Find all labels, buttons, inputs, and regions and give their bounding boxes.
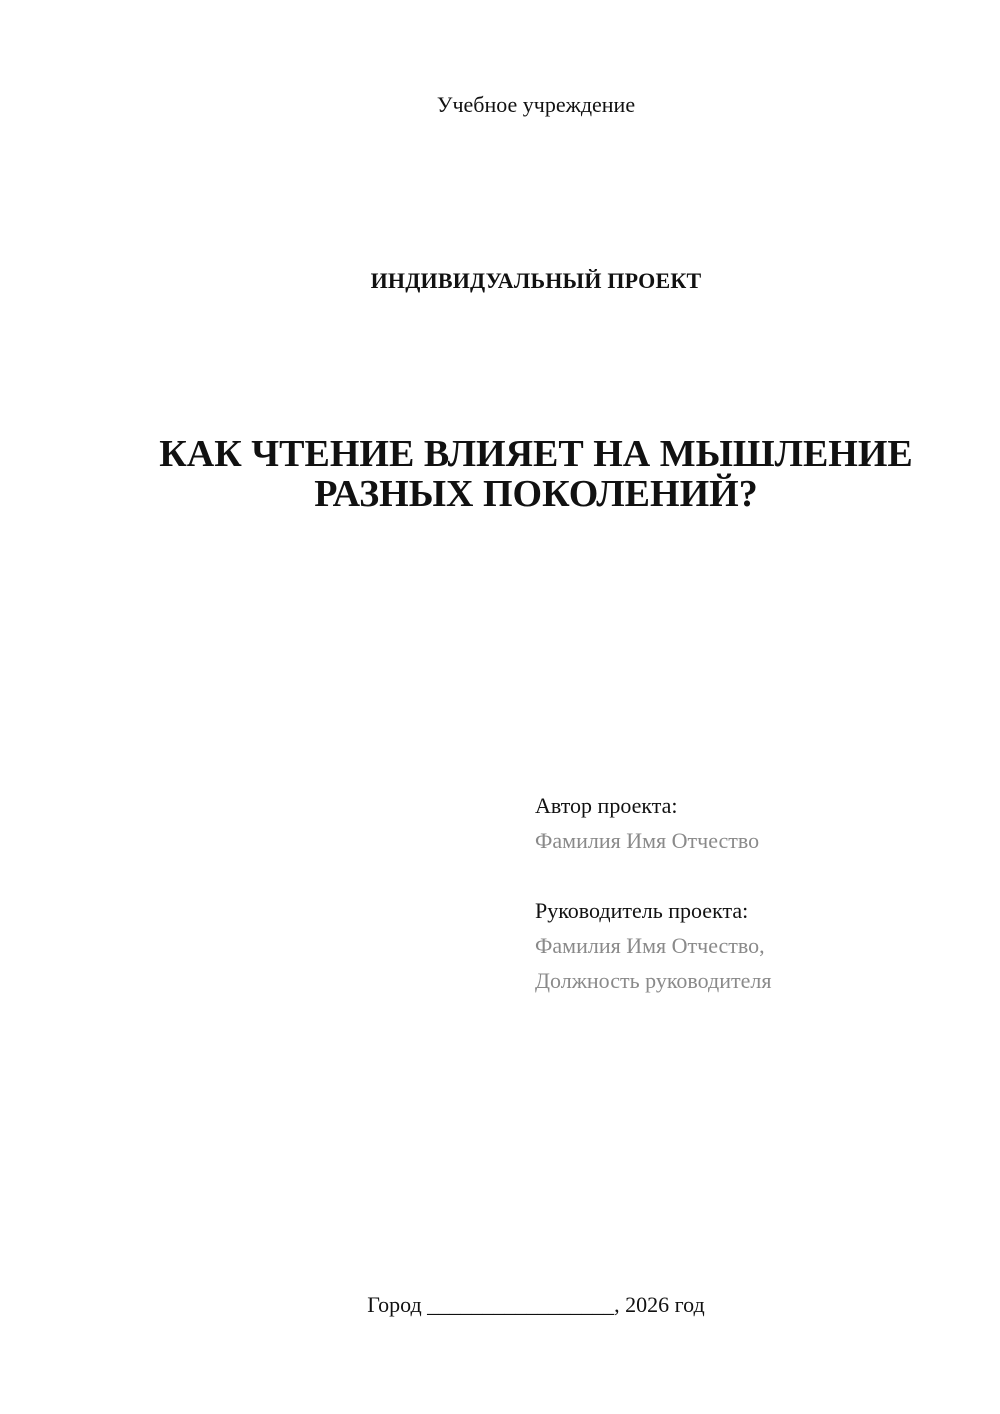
project-title-line-2: РАЗНЫХ ПОКОЛЕНИЙ? — [314, 473, 758, 515]
author-label: Автор проекта: — [535, 793, 678, 818]
supervisor-label: Руководитель проекта: — [535, 898, 749, 923]
project-title-line-1: КАК ЧТЕНИЕ ВЛИЯЕТ НА МЫШЛЕНИЕ — [159, 433, 913, 475]
supervisor-position: Должность руководителя — [535, 968, 772, 993]
institution-name: Учебное учреждение — [436, 92, 636, 117]
project-title — [0, 434, 1000, 514]
spacer — [535, 858, 975, 893]
project-participants — [535, 788, 975, 998]
author-name: Фамилия Имя Отчество — [535, 828, 760, 853]
city-year-line: Город _________________, 2026 год — [367, 1292, 705, 1317]
document-type: ИНДИВИДУАЛЬНЫЙ ПРОЕКТ — [370, 268, 702, 293]
supervisor-name: Фамилия Имя Отчество, — [535, 933, 765, 958]
